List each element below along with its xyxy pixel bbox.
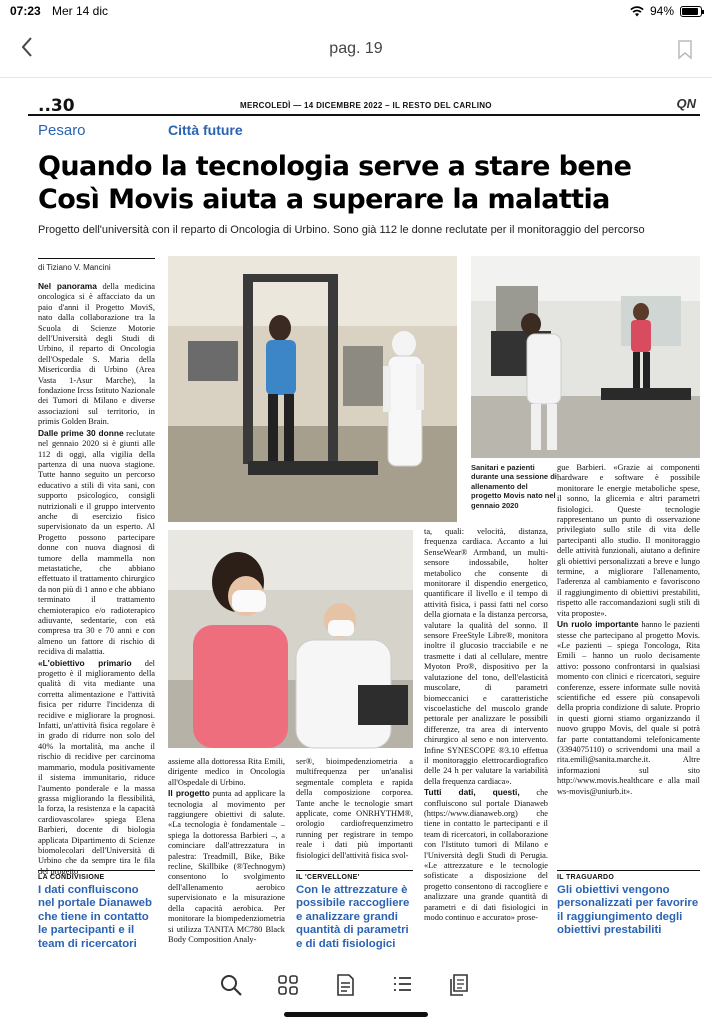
paragraph xyxy=(38,428,155,658)
headline-line-2: Così Movis aiuta a superare la malattia xyxy=(38,184,610,215)
photo-caption: Sanitari e pazienti durante una sessione di allenamento del progetto Movis nato nel gennaio 2020 xyxy=(471,463,557,510)
article-column-5 xyxy=(557,463,700,863)
paragraph-text: del progetto è il miglioramento della qualità di vita mediante una corretta alimentazione e l'attività fisica per ridurre l'incidenza di recidive e migliorare la prognosi. Infatti, un'attività fisica regolare è in grado di ridurre non solo del 40% la mortalità, ma anche il rischio di recidive per carcinoma mammario, modula positivamente il sistema immunitario, riduce l'aumento ponderale e la massa grassa migliorando la flessibilità, la forza, la resistenza e la capacità cardiovascolare» spiega Elena Barbieri, docente di biologia applicata Dipartimento di Scienze biomolecolari dell'Università di Urbino che da sempre tira le fila del progetto xyxy=(38,658,156,876)
masthead-date xyxy=(240,101,492,110)
callout-box-3-label: IL TRAGUARDO xyxy=(557,870,700,881)
battery-percent: 94% xyxy=(649,4,674,18)
masthead xyxy=(28,92,700,116)
photo-treadmill-operator xyxy=(471,256,700,458)
page-indicator: pag. 19 xyxy=(329,40,383,57)
paragraph xyxy=(38,658,155,878)
paragraph-lead: «L'obiettivo primario xyxy=(38,657,132,668)
battery-fill xyxy=(682,8,698,15)
article-icon xyxy=(332,972,358,998)
rubric-label: Città future xyxy=(168,122,243,138)
paragraph-text: della medicina oncologica si è affacciato da un paio d'anni il Progetto MoviS, nato dalla collaborazione tra la Scuola di Scienze Motorie dell'Università degli Studi di Urbino, il reparto di Oncologia dell'Ospedale S. Maria della Misericordia di Urbino (Area Vasta 1-Asur Marche), la fondazione Ircss Istituto Nazionale dei Tumori di Milano e diverse associazioni sul territorio, in primis Golden Brain. xyxy=(38,282,155,427)
reader-navbar xyxy=(0,22,712,78)
status-time: 07:23 xyxy=(10,4,41,18)
search-icon xyxy=(218,972,244,998)
callout-box-1-text: I dati confluiscono nel portale Dianaweb che tiene in contatto le partecipanti e il team di ricercatori xyxy=(38,884,152,950)
photo-patient-monitoring-image xyxy=(168,530,413,748)
wifi-icon xyxy=(630,6,644,17)
headline-line-1: Quando la tecnologia serve a stare bene xyxy=(38,151,632,182)
status-date: Mer 14 dic xyxy=(52,4,109,18)
paragraph xyxy=(38,281,155,428)
article-column-1 xyxy=(38,281,156,876)
bookmark-button[interactable] xyxy=(678,40,692,59)
byline: di Tiziano V. Mancini xyxy=(38,258,155,272)
callout-box-3 xyxy=(557,870,700,938)
photo-treadmill xyxy=(168,256,457,522)
article-column-4 xyxy=(424,527,548,950)
paragraph-lead: Nel panorama xyxy=(38,281,97,291)
paragraph-lead: Un ruolo importante xyxy=(557,619,639,630)
paragraph xyxy=(168,788,285,945)
qn-logo: QN xyxy=(676,96,696,111)
paragraph-text: gue Barbieri. «Grazie ai componenti hardware e software è possibile monitorare le energie metaboliche spese, il sonno, la glicemia e altri parametri fisiologici. Queste tecnologie rappresentano un punto di osservazione privilegiato sullo stile di vita delle partecipanti allo studio. Il monitoraggio delle attività funzionali, aiutano a definire gli obiettivi personalizzati a breve e lungo termine, a migliorare l'allenamento, l'aderenza al cambiamento e favoriscono il raggiungimento di obiettivi prestabiliti, rispetto alle raccomandazioni sugli stili di vita proposte». xyxy=(557,463,700,618)
paragraph-text: ta, quali: velocità, distanza, frequenza cardiaca. Accanto a lui SenseWear® Armband, un multi-sensore indossabile, holter metabolico che consente di monitorare il dispendio energetico, quantificare il livello e il tempo di attività fisica, i passi fatti nel corso della giornata e la distanza percorsa, valutare la qualità del sonno. Il sensore FreeStyle Libre®, monitora inoltre il glucosio tracciabile e ne trasmette i dati al cellulare, mentre Myoton Pro®, dispositivo per la valutazione del tono, dell'elasticità muscolare, di parametri biomeccanici e caratteristiche viscoelastiche del muscolo grande pettorale per analizzare le possibili differenze, tra area di intervento chirurgico al seno e non intervento. Infine SYNESCOPE ®3.10 effettua il monitoraggio elettrocardiografico delle 24 h per valutare la variabilità della frequenza cardiaca». xyxy=(424,527,548,786)
paragraph xyxy=(424,527,548,787)
list-icon xyxy=(389,972,415,998)
paragraph xyxy=(168,757,285,788)
home-indicator xyxy=(284,1012,428,1017)
status-bar xyxy=(0,0,712,22)
paragraph-lead: Dalle prime 30 donne xyxy=(38,427,124,438)
masthead-paper-name: IL RESTO DEL CARLINO xyxy=(392,101,492,110)
callout-box-1 xyxy=(38,870,155,951)
photo-treadmill-image xyxy=(168,256,457,522)
status-right xyxy=(630,4,702,18)
callout-box-2-label: IL 'CERVELLONE' xyxy=(296,870,413,881)
grid-icon xyxy=(275,972,301,998)
paragraph-text: assieme alla dottoressa Rita Emili, dirigente medico in Oncologia all'Ospedale di Urbino. xyxy=(168,757,285,787)
paragraph-text: che confluiscono sul portale Dianaweb (https://www.dianaweb.org) che tiene in contatto le partecipanti e il team di ricercatori, in collaborazione con l'Istituto tumori di Milano e l'Università degli Studi di Perugia. «Le attrezzature e le tecnologie sofisticate a disposizione del progetto consentono di raccogliere e analizzare una grande quantità di parametri e di dati fisiologici in modo continuo e accurato» prose- xyxy=(424,788,549,923)
pages-icon xyxy=(446,972,472,998)
callout-box-3-text: Gli obiettivi vengono personalizzati per favorire il raggiungimento degli obiettivi prestabiliti xyxy=(557,884,699,937)
paragraph-text: reclutate nel gennaio 2020 si è giunti alle 112 di oggi, alla vigilia della partenza di una nuova stagione. Tutte hanno seguito un percorso educativo a stili di vita sani, con supporto psicologico, consigli nutrizionali e il gruppo intervento anche di esercizio fisico supervisionato da un esperto. Al Progetto possono partecipare donne con nuova diagnosi di tumore della mammella non metastatiche, che abbiano effettuato il trattamento chirurgico da non più di 1 anno e che abbiano terminato il trattamento chemioterapico e/o radioterapico adiuvante, sedentarie, con età compresa tra 30 e 70 anni e con almeno un fattore di rischio di recidiva di malattia. xyxy=(38,428,156,657)
article-column-3 xyxy=(296,757,413,867)
paragraph-lead: Tutti dati, questi, xyxy=(424,787,520,798)
paragraph xyxy=(296,757,413,861)
callout-box-2 xyxy=(296,870,413,951)
callout-box-2-text: Con le attrezzature è possibile raccogliere e analizzare grandi quantità di parametri e di dati fisiologici xyxy=(296,884,410,950)
callout-box-1-label: LA CONDIVISIONE xyxy=(38,870,155,881)
section-label: Pesaro xyxy=(38,122,86,139)
photo-patient-monitoring xyxy=(168,530,413,748)
paragraph-text: punta ad applicare la tecnologia al movimento per raggiungere obiettivi di salute. «La tecnologia è fondamentale – spiega la dottoressa Barbieri –, a cominciare dall'attrezzatura in palestra: Treadmill, Bike, Bike recline, Skillbike (®Technogym) consentono lo svolgimento dell'allenamento aerobico supervisionato e la misurazione della capacità aerobica. Per monitorare la biompedenziometria si utilizza TANITA MC780 Black Body Composition Analy- xyxy=(168,789,285,944)
battery-icon xyxy=(680,6,702,17)
paragraph xyxy=(557,619,700,797)
search-button[interactable] xyxy=(218,972,244,998)
paragraph xyxy=(557,463,700,619)
subheadline: Progetto dell'università con il reparto di Oncologia di Urbino. Sono già 112 le donne reclutate per il monitoraggio del percorso xyxy=(38,224,645,236)
article-button[interactable] xyxy=(332,972,358,998)
headline xyxy=(38,150,631,216)
paragraph-text: ser®, bioimpedenziometria a multifrequenza per un'analisi segmentale completa e rapida della composizione corporea. Tante anche le tecnologie smart applicate, come ONRHYTHM®, orologio cardiofrequenzimetro running per registrare in tempo reale i dati più importanti fisiologici dell'attività fisica svol- xyxy=(296,757,413,860)
paragraph-text: hanno le pazienti stesse che partecipano al progetto Movis. «Le pazienti – spiega l'oncologa, Rita Emili – hanno un ruolo decisamente attivo: possono confrontarsi in qualsiasi momento con clinici e ricercatori, seguire conferenze, essere informate sulle novità scientifiche ed essere più consapevoli della propria condizione di salute. Proprio in questi giorni stiamo organizzando il nuovo gruppo Movis, del quale si potrà far parte contattandomi telefonicamente (3394075110) o scrivendomi una mail a rita.emili@sanita.marche.it. Altre informazioni sul sito http://www.movis.healthcare e alla mail ws-movis@uniurb.it». xyxy=(557,620,700,796)
newspaper-page xyxy=(28,90,704,962)
paper-page-number: ..30 xyxy=(38,96,75,116)
grid-button[interactable] xyxy=(275,972,301,998)
paragraph-lead: Il progetto xyxy=(168,788,210,799)
paragraph xyxy=(424,787,548,923)
photo-treadmill-operator-image xyxy=(471,256,700,458)
bookmark-icon xyxy=(678,40,692,59)
list-button[interactable] xyxy=(389,972,415,998)
article-column-2 xyxy=(168,757,285,944)
pages-button[interactable] xyxy=(446,972,472,998)
masthead-date-text: MERCOLEDÌ — 14 DICEMBRE 2022 – xyxy=(240,101,390,110)
